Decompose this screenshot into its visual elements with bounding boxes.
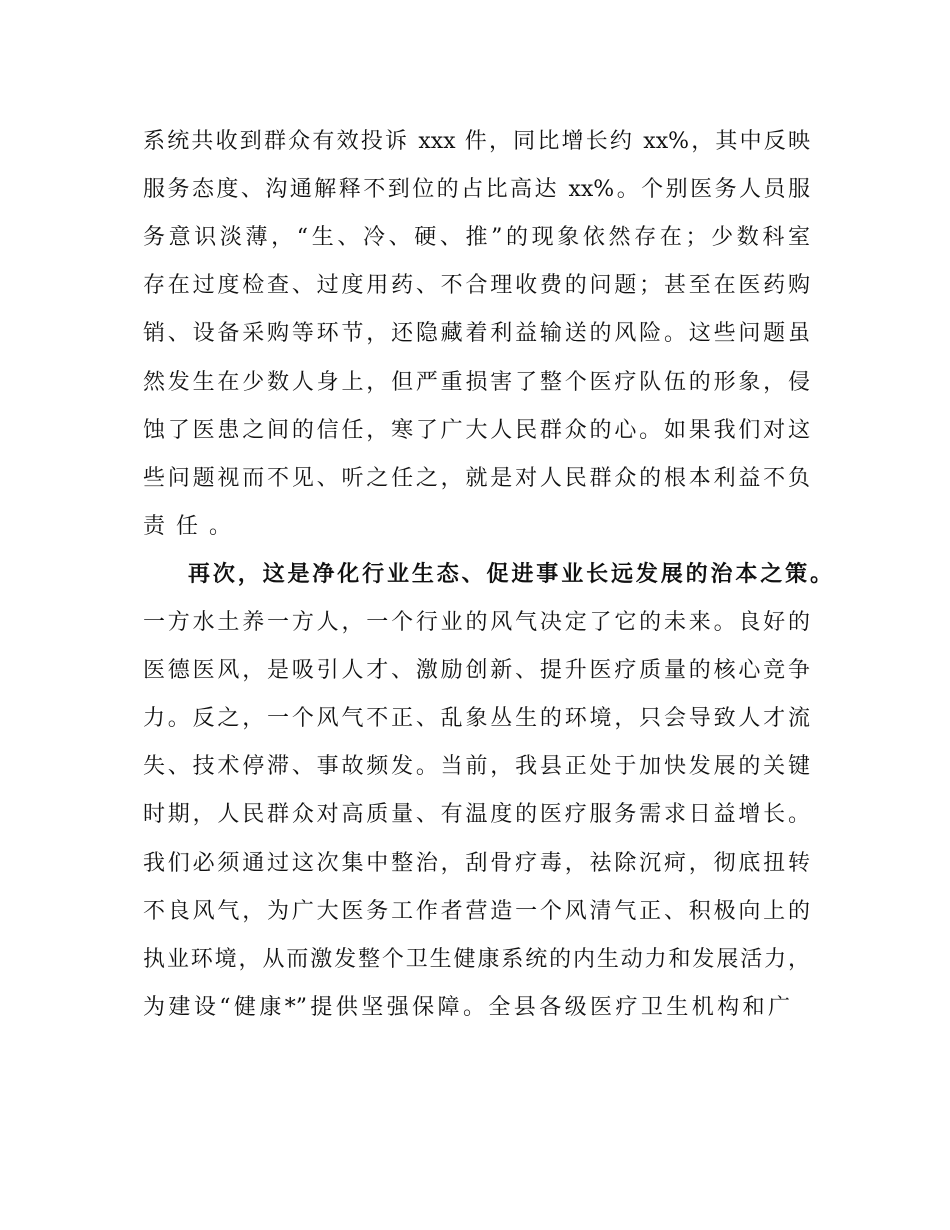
text-line: 然发生在少数人身上，但严重损害了整个医疗队伍的形象，侵 <box>143 369 810 395</box>
text-line: 存在过度检查、过度用药、不合理收费的问题；甚至在医药购 <box>143 273 810 299</box>
text-line: 些问题视而不见、听之任之，就是对人民群众的根本利益不负 <box>143 465 810 491</box>
text-line: 蚀了医患之间的信任，寒了广大人民群众的心。如果我们对这 <box>143 417 810 443</box>
text-line: 销、设备采购等环节，还隐藏着利益输送的风险。这些问题虽 <box>143 321 810 347</box>
text-line: 力。反之，一个风气不正、乱象丛生的环境，只会导致人才流 <box>143 706 810 732</box>
text-line: 执业环境，从而激发整个卫生健康系统的内生动力和发展活力， <box>143 946 810 972</box>
text-line: 系统共收到群众有效投诉 xxx 件，同比增长约 xx%，其中反映 <box>143 129 810 154</box>
text-line: 不良风气，为广大医务工作者营造一个风清气正、积极向上的 <box>143 898 810 924</box>
text-line: 时期，人民群众对高质量、有温度的医疗服务需求日益增长。 <box>143 802 810 828</box>
text-line: 医德医风，是吸引人才、激励创新、提升医疗质量的核心竞争 <box>143 658 810 684</box>
text-line: 为建设“健康*”提供坚强保障。全县各级医疗卫生机构和广 <box>143 994 790 1020</box>
text-line: 服务态度、沟通解释不到位的占比高达 xx%。个别医务人员服 <box>143 177 810 203</box>
text-line: 责任。 <box>143 513 243 539</box>
text-line: 我们必须通过这次集中整治，刮骨疗毒，祛除沉疴，彻底扭转 <box>143 850 810 876</box>
text-line: 失、技术停滞、事故频发。当前，我县正处于加快发展的关键 <box>143 754 810 780</box>
text-line: 务意识淡薄，“生、冷、硬、推”的现象依然存在；少数科室 <box>143 225 810 251</box>
section-heading: 再次，这是净化行业生态、促进事业长远发展的治本之策。 <box>188 562 833 587</box>
text-line: 一方水土养一方人，一个行业的风气决定了它的未来。良好的 <box>143 610 810 635</box>
